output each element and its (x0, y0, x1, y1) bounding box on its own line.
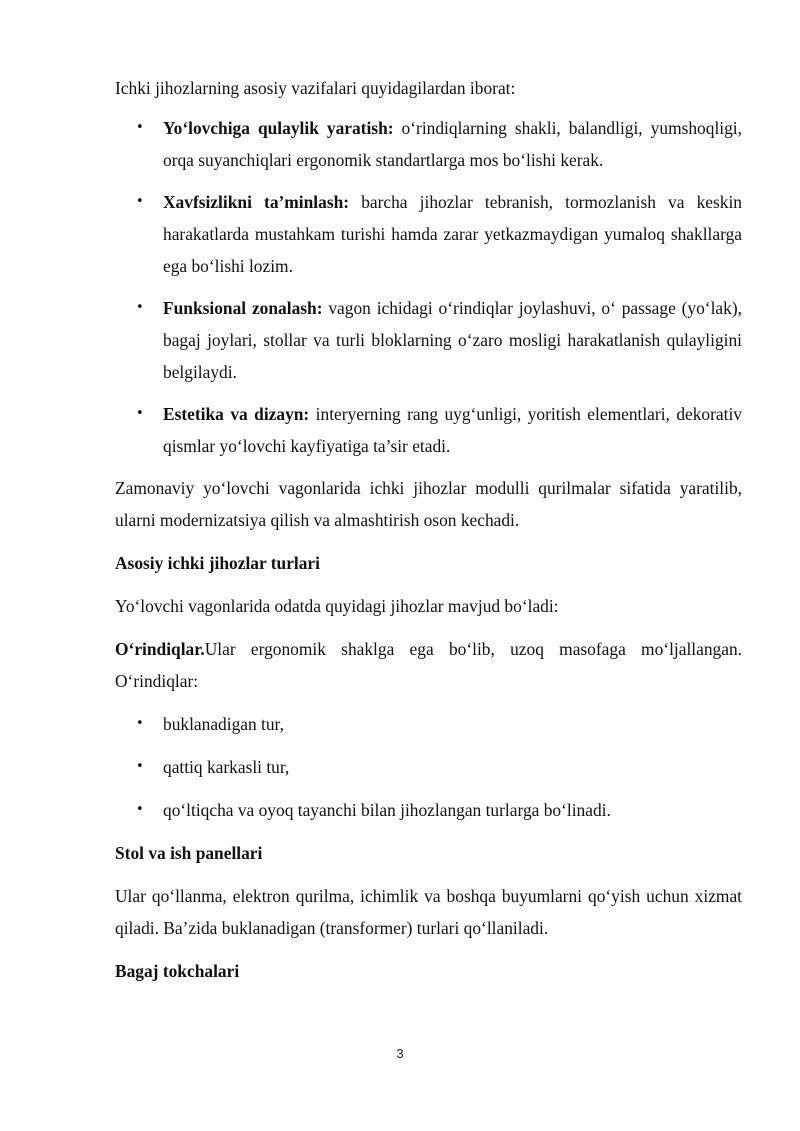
item-text: vagon ichidagi o‘rindiqlar joylashuvi, o‘ passage (yo‘lak), bagaj joylari, stollar va turli bloklarning o‘zaro mosligi harakatlanish qulayligini belgilaydi. (163, 298, 742, 382)
bullet-icon: • (136, 120, 144, 135)
document-page (115, 72, 742, 998)
intro-paragraph: Ichki jihozlarning asosiy vazifalari quyidagilardan iborat: (115, 78, 516, 98)
item-term: Estetika va dizayn: (163, 404, 310, 424)
bullet-icon: • (136, 759, 144, 774)
modern-paragraph: Zamonaviy yo‘lovchi vagonlarida ichki jihozlar modulli qurilmalar sifatida yaratilib, ularni modernizatsiya qilish va almashtirish oson kechadi. (115, 478, 742, 530)
item-text: interyerning rang uyg‘unligi, yoritish elementlari, dekorativ qismlar yo‘lovchi kayfiyatiga ta’sir etadi. (163, 404, 742, 456)
item-text: o‘rindiqlarning shakli, balandligi, yumshoqligi, orqa suyanchiqlari ergonomik standartlarga mos bo‘lishi kerak. (163, 118, 742, 170)
bullet-icon: • (136, 406, 144, 421)
list-item (115, 186, 742, 282)
section-heading-luggage: Bagaj tokchalari (115, 961, 240, 981)
section-heading-tables: Stol va ish panellari (115, 843, 263, 863)
bullet-icon: • (136, 802, 144, 817)
tables-paragraph: Ular qo‘llanma, elektron qurilma, ichimlik va boshqa buyumlarni qo‘yish uchun xizmat qiladi. Ba’zida buklanadigan (transformer) turlari qo‘llaniladi. (115, 886, 742, 938)
section-heading-types: Asosiy ichki jihozlar turlari (115, 553, 320, 573)
seats-list (115, 708, 742, 826)
functions-list (115, 112, 742, 462)
list-item (115, 794, 742, 826)
list-item (115, 112, 742, 176)
list-item (115, 751, 742, 783)
bullet-icon: • (136, 716, 144, 731)
seats-paragraph (115, 633, 742, 697)
seats-text: Ular ergonomik shaklga ega bo‘lib, uzoq masofaga mo‘ljallangan. O‘rindiqlar: (115, 639, 742, 691)
list-item (115, 292, 742, 388)
bullet-icon: • (136, 194, 144, 209)
item-text: buklanadigan tur, (163, 714, 285, 734)
types-intro-paragraph: Yo‘lovchi vagonlarida odatda quyidagi jihozlar mavjud bo‘ladi: (115, 596, 559, 616)
seats-term: O‘rindiqlar. (115, 639, 205, 659)
page-number: 3 (396, 1046, 404, 1061)
item-term: Funksional zonalash: (163, 298, 323, 318)
bullet-icon: • (136, 300, 144, 315)
item-text: barcha jihozlar tebranish, tormozlanish va keskin harakatlarda mustahkam turishi hamda zarar yetkazmaydigan yumaloq shakllarga ega bo‘lishi lozim. (163, 192, 742, 276)
list-item (115, 398, 742, 462)
item-term: Xavfsizlikni ta’minlash: (163, 192, 350, 212)
item-text: qo‘ltiqcha va oyoq tayanchi bilan jihozlangan turlarga bo‘linadi. (163, 800, 611, 820)
item-text: qattiq karkasli tur, (163, 757, 290, 777)
list-item (115, 708, 742, 740)
item-term: Yo‘lovchiga qulaylik yaratish: (163, 118, 394, 138)
